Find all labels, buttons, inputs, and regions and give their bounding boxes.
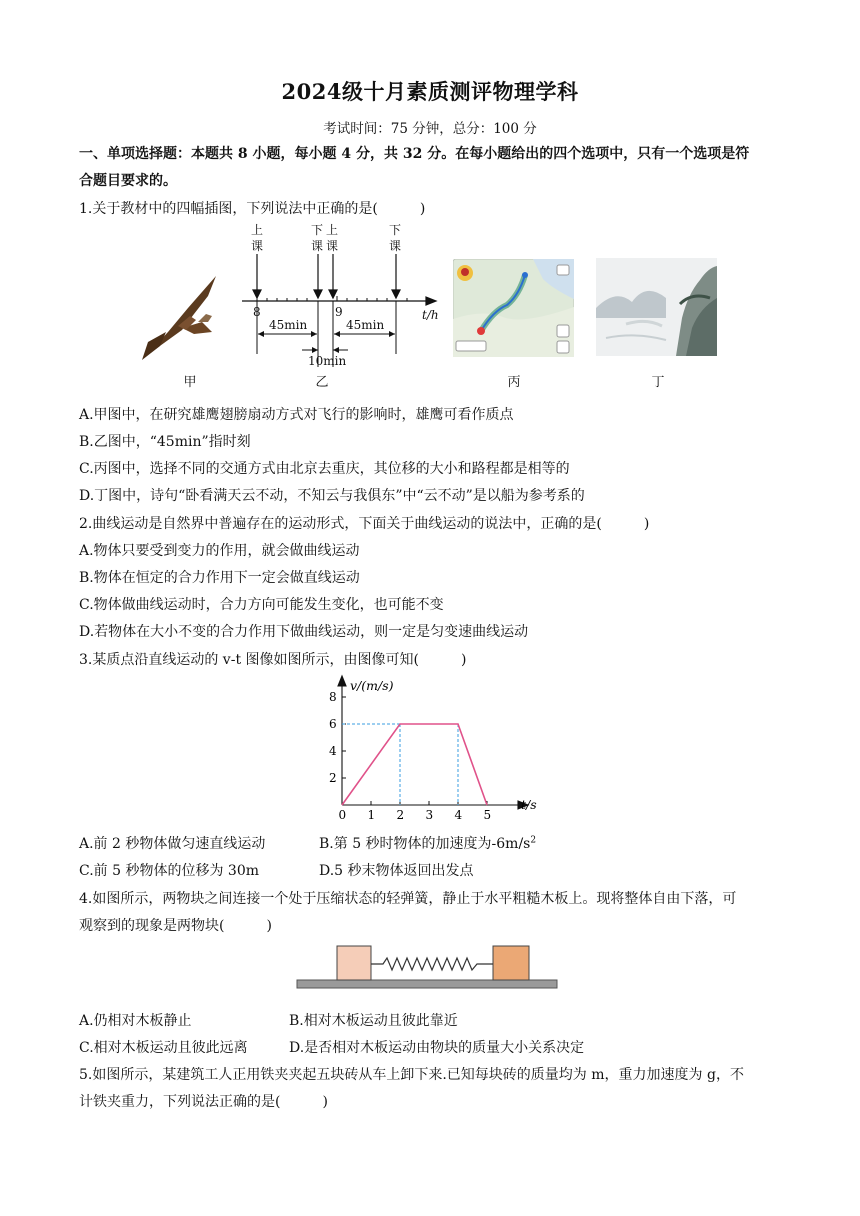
x-tick-label: 4 — [454, 808, 463, 822]
fig-label-yi: 乙 — [315, 375, 329, 390]
q3-option-b-sup: 2 — [530, 835, 537, 846]
duration-45min-2: 45min — [346, 318, 385, 332]
q4-option-b: B.相对木板运动且彼此靠近 — [289, 1013, 458, 1029]
label-shang-2: 上 — [326, 223, 339, 237]
q3-option-b-text: B.第 5 秒时物体的加速度为-6m/s — [319, 836, 531, 852]
time-axis-label: t/h — [422, 308, 439, 322]
fig-label-ding: 丁 — [651, 375, 665, 390]
label-ke-2: 课 — [311, 239, 324, 253]
landscape-figure — [596, 258, 717, 356]
q3-option-c: C.前 5 秒物体的位移为 30m — [79, 863, 260, 879]
y-tick-label: 8 — [329, 690, 337, 704]
q1-option-a: A.甲图中，在研究雄鹰翅膀扇动方式对飞行的影响时，雄鹰可看作质点 — [79, 407, 514, 423]
y-axis-arrow — [338, 676, 346, 686]
y-tick-label: 4 — [329, 744, 337, 758]
tick-8: 8 — [253, 305, 261, 319]
x-tick-label: 2 — [396, 808, 405, 822]
q4-option-a: A.仍相对木板静止 — [79, 1013, 192, 1029]
eagle-figure — [138, 270, 224, 366]
section-heading: 一、单项选择题：本题共 8 小题，每小题 4 分，共 32 分。在每小题给出的四个选项中，只有一个选项是符 — [79, 146, 750, 162]
x-tick-label: 0 — [338, 808, 347, 822]
q1-option-d: D.丁图中，诗句“卧看满天云不动，不知云与我俱东”中“云不动”是以船为参考系的 — [79, 488, 585, 504]
y-axis-label: v/(m/s) — [350, 678, 394, 693]
label-xia-2: 下 — [389, 223, 402, 237]
q1-option-b: B.乙图中，“45min”指时刻 — [79, 434, 251, 450]
label-shang-1: 上 — [251, 223, 264, 237]
right-block — [493, 946, 529, 980]
q3-option-b — [319, 833, 536, 853]
question-3-stem: 3.某质点沿直线运动的 v-t 图像如图所示，由图像可知( ) — [79, 652, 467, 668]
q4-option-d: D.是否相对木板运动由物块的质量大小关系决定 — [289, 1040, 585, 1056]
section-heading-cont: 合题目要求的。 — [79, 173, 177, 189]
vt-chart — [310, 672, 540, 822]
x-axis-label: t/s — [521, 797, 537, 812]
label-ke-1: 课 — [251, 239, 264, 253]
label-ke-4: 课 — [389, 239, 402, 253]
question-2-stem: 2.曲线运动是自然界中普遍存在的运动形式，下面关于曲线运动的说法中，正确的是( ) — [79, 516, 650, 532]
timeline-figure — [238, 222, 443, 370]
fig-label-bing: 丙 — [507, 375, 521, 390]
q1-option-c: C.丙图中，选择不同的交通方式由北京去重庆，其位移的大小和路程都是相等的 — [79, 461, 570, 477]
question-4-stem: 4.如图所示，两物块之间连接一个处于压缩状态的轻弹簧，静止于水平粗糙木板上。现将整体自由下落，可 — [79, 891, 737, 907]
tick-9: 9 — [335, 305, 343, 319]
fig-label-jia: 甲 — [183, 375, 197, 390]
duration-45min-1: 45min — [269, 318, 308, 332]
question-1-stem: 1.关于教材中的四幅插图，下列说法中正确的是( ) — [79, 201, 426, 217]
question-5-stem: 5.如图所示，某建筑工人正用铁夹夹起五块砖从车上卸下来.已知每块砖的质量均为 m，重力加速度为 g，不 — [79, 1067, 744, 1083]
vt-series-line — [342, 724, 487, 805]
x-tick-label: 5 — [483, 808, 492, 822]
x-tick-label: 3 — [425, 808, 434, 822]
label-xia-1: 下 — [311, 223, 324, 237]
question-4-stem-cont: 观察到的现象是两物块( ) — [79, 918, 272, 934]
exam-info: 考试时间：75 分钟，总分：100 分 — [323, 121, 537, 137]
left-block — [337, 946, 371, 980]
y-tick-label: 6 — [329, 717, 337, 731]
map-figure — [453, 259, 574, 357]
q3-option-d: D.5 秒末物体返回出发点 — [319, 863, 474, 879]
label-ke-3: 课 — [326, 239, 339, 253]
compressed-spring — [371, 958, 493, 970]
q4-option-c: C.相对木板运动且彼此远离 — [79, 1040, 248, 1056]
q2-option-c: C.物体做曲线运动时，合力方向可能发生变化，也可能不变 — [79, 597, 444, 613]
wooden-board — [297, 980, 557, 988]
y-tick-label: 2 — [329, 771, 337, 785]
x-tick-label: 1 — [367, 808, 376, 822]
q3-option-a: A.前 2 秒物体做匀速直线运动 — [79, 836, 266, 852]
duration-10min: 10min — [308, 354, 347, 368]
q2-option-a: A.物体只要受到变力的作用，就会做曲线运动 — [79, 543, 360, 559]
page-title: 2024级十月素质测评物理学科 — [281, 79, 579, 104]
q2-option-b: B.物体在恒定的合力作用下一定会做直线运动 — [79, 570, 360, 586]
question-5-stem-cont: 计铁夹重力，下列说法正确的是( ) — [79, 1094, 328, 1110]
q2-option-d: D.若物体在大小不变的合力作用下做曲线运动，则一定是匀变速曲线运动 — [79, 624, 529, 640]
spring-blocks-figure — [295, 940, 565, 994]
